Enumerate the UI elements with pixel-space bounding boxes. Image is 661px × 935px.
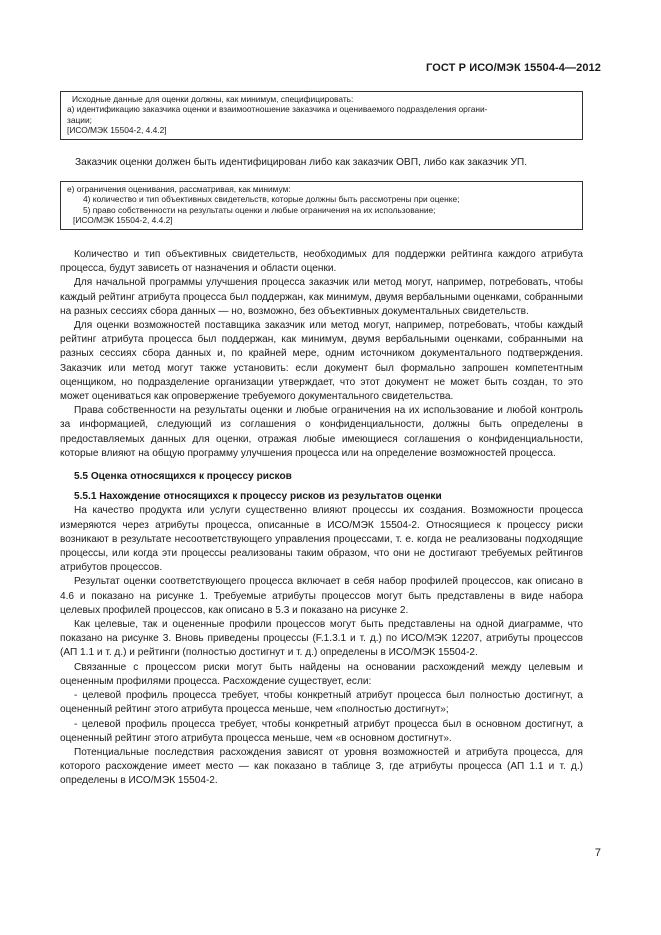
quote-line: зации; [67, 114, 92, 125]
page-number: 7 [594, 847, 601, 859]
paragraph: На качество продукта или услуги существенно влияют процессы их создания. Возможности процесса измеряются через атрибуты процесса, описанные в ИСО/МЭК 15504-2. Относящиеся к процессу риски возникают в результате несоответствующего управления процессами, т. е. когда не реализованы подходящие процессы, или когда эти процессы реализованы таким образом, что они не достигают требуемых рейтингов атрибутов процессов. [60, 505, 583, 574]
main-text [60, 248, 583, 789]
section-heading-5-5-1: 5.5.1 Нахождение относящихся к процессу рисков из результатов оценки [74, 491, 442, 503]
paragraph: Количество и тип объективных свидетельств, необходимых для поддержки рейтинга каждого атрибута процесса, будут зависеть от назначения и области оценки. [60, 249, 583, 275]
quote-reference: [ИСО/МЭК 15504-2, 4.4.2] [73, 215, 173, 226]
quote-line: Исходные данные для оценки должны, как минимум, специфицировать: [72, 94, 354, 104]
quote-reference: [ИСО/МЭК 15504-2, 4.4.2] [67, 125, 167, 136]
section-heading-5-5: 5.5 Оценка относящихся к процессу рисков [74, 471, 292, 483]
quote-line: е) ограничения оценивания, рассматривая, как минимум: [67, 184, 291, 194]
quote-box-input-data [60, 91, 583, 140]
paragraph: Как целевые, так и оцененные профили процессов могут быть представлены на одной диаграмме, что показано на рисунке 3. Вновь приведены процессы (F.1.3.1 и т. д.) по ИСО/МЭК 12207, атрибуты процессов (АП 1.1 и т. д.) и рейтинги (полностью достигнут и т. д.) определены в ИСО/МЭК 15504-2. [60, 619, 583, 659]
customer-statement: Заказчик оценки должен быть идентифицирован либо как заказчик ОВП, либо как заказчик УП. [75, 157, 528, 168]
quote-line: 5) право собственности на результаты оценки и любые ограничения на их использование; [83, 204, 436, 215]
paragraph: Права собственности на результаты оценки и любые ограничения на их использование и любой контроль за информацией, следующий из соглашения о конфиденциальности, должны быть определены в предоставляемых данных для оценки, отражая любые имеющиеся соглашения о конфиденциальности, которые влияют на общую программу улучшения процесса или на определение возможностей процесса. [60, 405, 583, 459]
list-item: - целевой профиль процесса требует, чтобы конкретный атрибут процесса был полностью достигнут, а оцененный рейтинг этого атрибута процесса меньше, чем «полностью достигнут»; [60, 690, 583, 716]
paragraph: Для оценки возможностей поставщика заказчик или метод могут, например, потребовать, чтобы каждый рейтинг атрибута процесса был поддержан, как минимум, двумя вербальными оценками, собранными на разных сессиях сбора данных и, по крайней мере, одним источником документального подтверждения. Заказчик или метод могут также установить: если документ был формально запрошен компетентным оценщиком, но подразделение организации утверждает, что этот документ не может быть создан, то это может оцениваться как опровержение требуемого документального свидетельства. [60, 320, 583, 403]
quote-line: 4) количество и тип объективных свидетельств, которые должны быть рассмотрены при оценке; [83, 194, 460, 205]
quote-line: а) идентификацию заказчика оценки и взаимоотношение заказчика и оцениваемого подразделения органи- [67, 104, 488, 115]
paragraph: Для начальной программы улучшения процесса заказчик или метод могут, например, потребовать, чтобы каждый рейтинг атрибута процесса был поддержан, как минимум, двумя вербальными оценками, собранными на разных сессиях сбора данных — но, возможно, без объективных документальных свидетельств. [60, 277, 583, 317]
paragraph: Результат оценки соответствующего процесса включает в себя набор профилей процессов, как описано в 4.6 и показано на рисунке 1. Требуемые атрибуты процессов могут быть представлены в виде набора целевых профилей процессов, как описано в 5.3 и показано на рисунке 2. [60, 576, 583, 616]
quote-box-constraints [60, 181, 583, 230]
paragraph: Связанные с процессом риски могут быть найдены на основании расхождений между целевым и оцененным профилями процесса. Расхождение существует, если: [60, 661, 583, 687]
document-header: ГОСТ Р ИСО/МЭК 15504-4—2012 [426, 62, 601, 74]
list-item: - целевой профиль процесса требует, чтобы конкретный атрибут процесса был в основном достигнут, а оцененный рейтинг этого атрибута процесса меньше, чем «в основном достигнут». [60, 718, 583, 744]
paragraph: Потенциальные последствия расхождения зависят от уровня возможностей и атрибута процесса, для которого расхождение имеет место — как показано в таблице 3, где атрибуты процесса (АП 1.1 и т. д.) определены в ИСО/МЭК 15504-2. [60, 746, 583, 787]
